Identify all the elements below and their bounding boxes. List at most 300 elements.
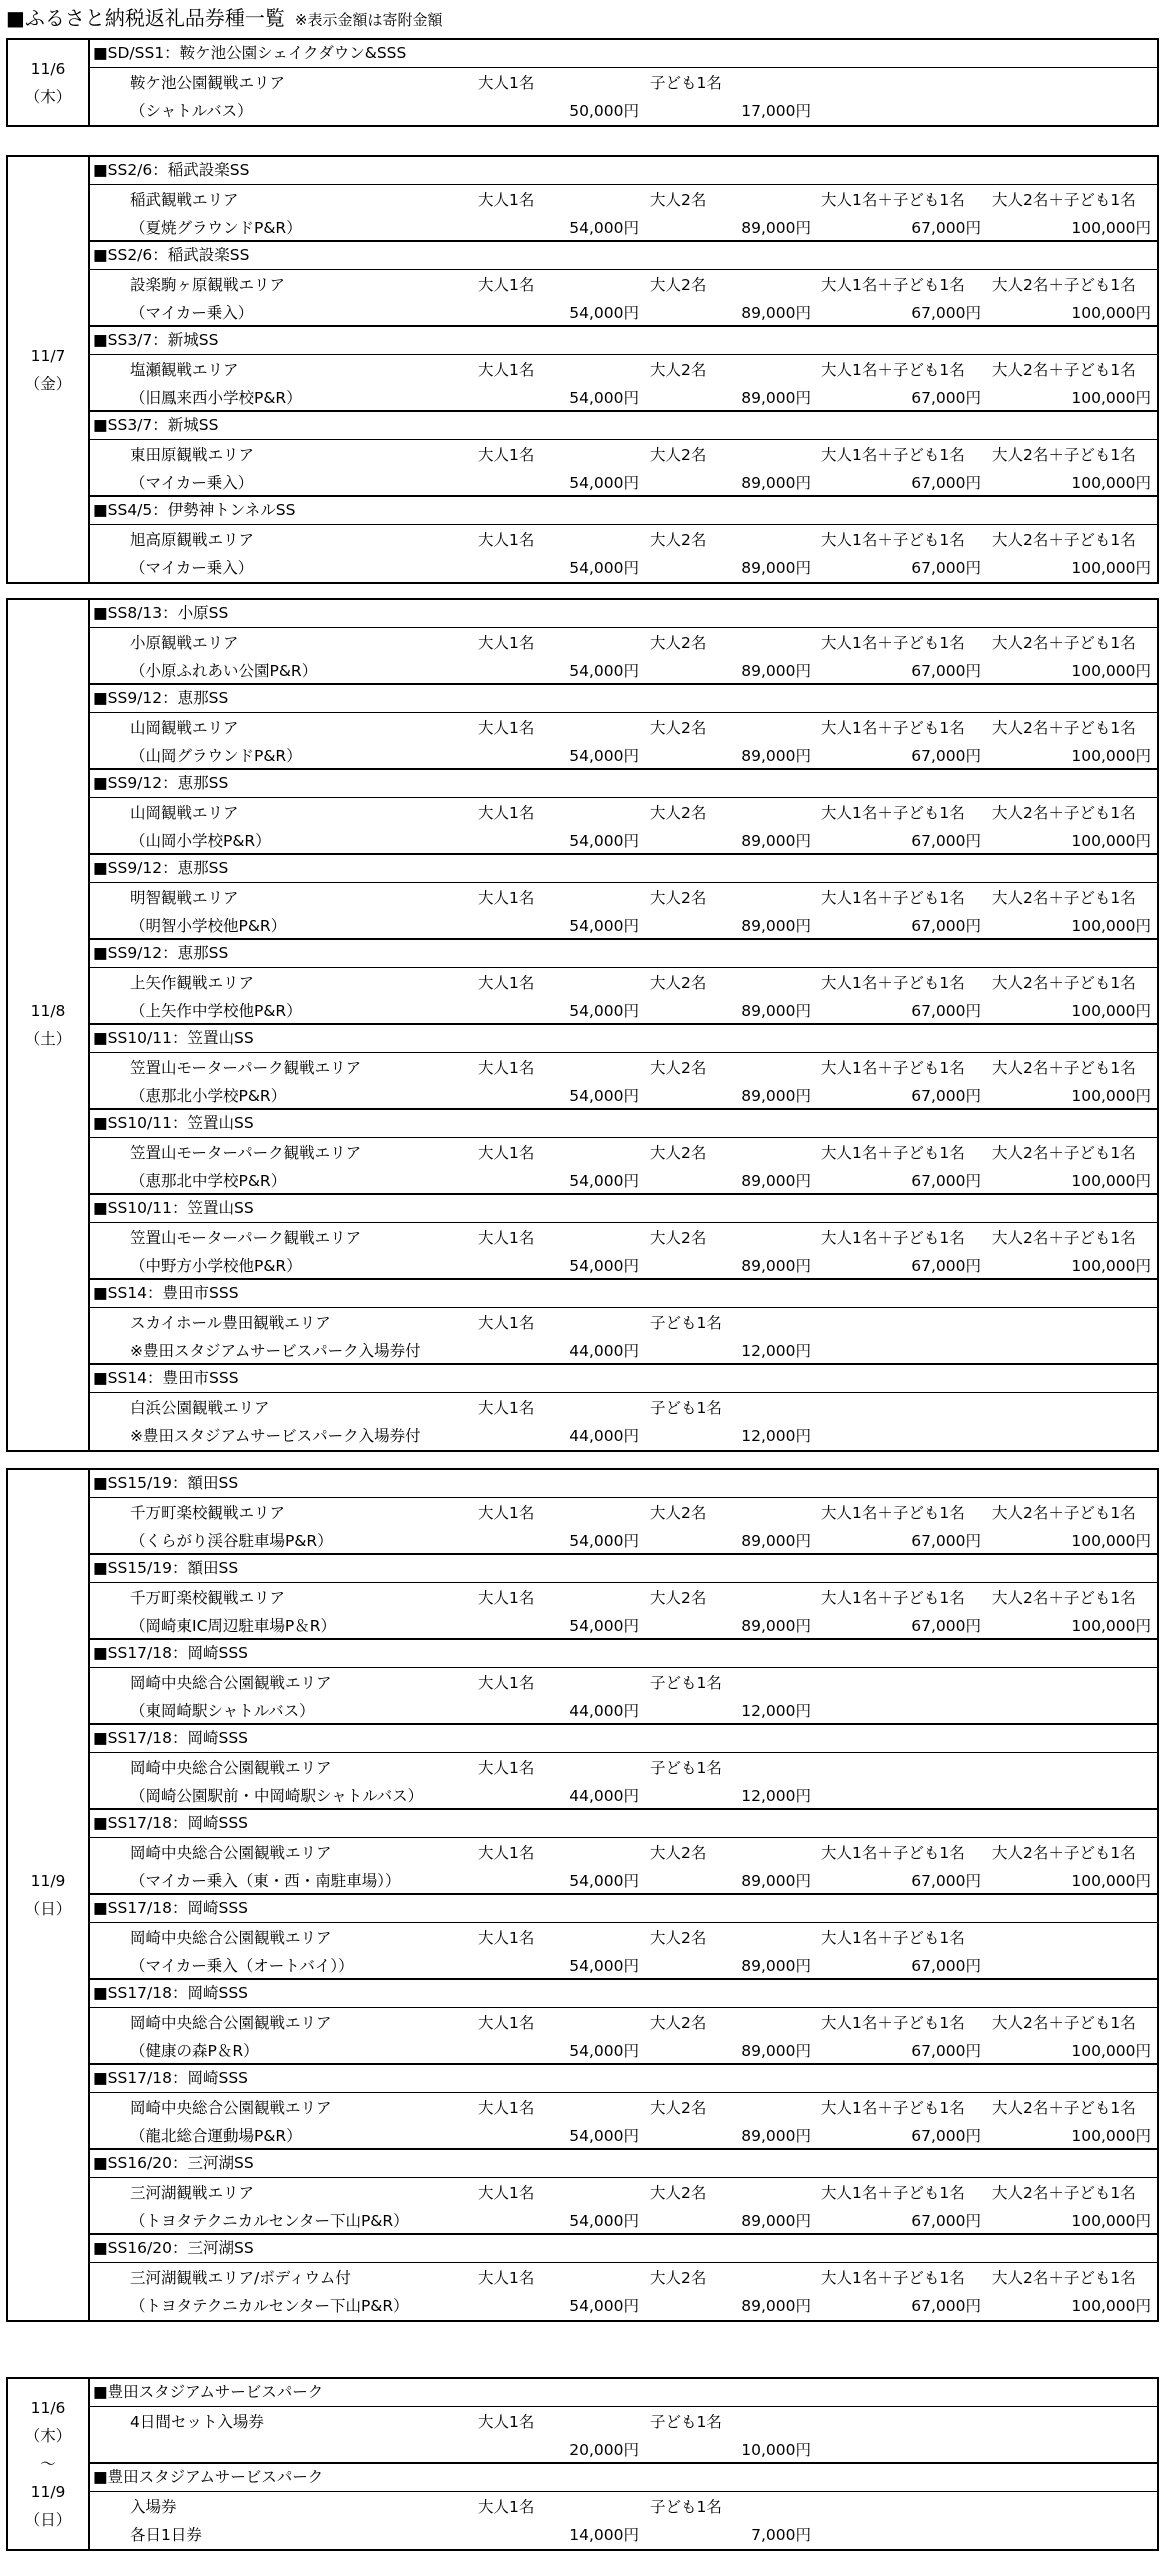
price-value: 100,000円	[1071, 1002, 1151, 1020]
access-note: （岡崎東IC周辺駐車場P＆R）	[130, 1617, 337, 1635]
viewing-area-name: 岡崎中央総合公園観戦エリア	[130, 2014, 332, 2032]
viewing-area-name: 千万町楽校観戦エリア	[130, 1589, 286, 1607]
price-label: 大人1名＋子ども1名	[821, 446, 965, 464]
access-note: 各日1日券	[130, 2526, 202, 2544]
access-note: （マイカー乗入）	[130, 559, 254, 577]
price-label: 大人2名	[650, 1144, 707, 1162]
price-label: 大人1名＋子ども1名	[821, 1059, 965, 1077]
date-label: 11/6	[30, 2399, 66, 2417]
access-note: （マイカー乗入）	[130, 474, 254, 492]
price-value: 89,000円	[741, 747, 811, 765]
viewing-area-name: 笠置山モーターパーク観戦エリア	[130, 1229, 362, 1247]
price-label: 大人1名＋子ども1名	[821, 1929, 965, 1947]
price-label: 子ども1名	[650, 1314, 722, 1332]
price-label: 大人1名	[478, 531, 535, 549]
ticket-entry	[90, 2464, 1157, 2549]
price-label: 大人2名＋子ども1名	[992, 1844, 1136, 1862]
price-label: 大人2名＋子ども1名	[992, 191, 1136, 209]
price-label: 大人1名	[478, 2269, 535, 2287]
price-value: 7,000円	[751, 2526, 811, 2544]
price-label: 大人2名＋子ども1名	[992, 634, 1136, 652]
price-value: 89,000円	[741, 389, 811, 407]
viewing-area-name: 笠置山モーターパーク観戦エリア	[130, 1144, 362, 1162]
price-label: 大人1名＋子ども1名	[821, 889, 965, 907]
weekday-label: （日）	[24, 1900, 72, 1918]
price-value: 54,000円	[569, 1087, 639, 1105]
entry-list	[90, 40, 1157, 125]
entry-list	[90, 157, 1157, 582]
stage-header: ■SS2/6：稲武設楽SS	[90, 242, 1157, 270]
price-value: 44,000円	[569, 1787, 639, 1805]
price-label: 大人1名＋子ども1名	[821, 1144, 965, 1162]
price-label: 大人2名	[650, 1589, 707, 1607]
price-label: 大人1名	[478, 2014, 535, 2032]
price-label: 大人1名	[478, 1314, 535, 1332]
ticket-entry	[90, 2379, 1157, 2464]
ticket-entry	[90, 1980, 1157, 2065]
price-label: 大人1名	[478, 1759, 535, 1777]
price-label: 大人2名＋子ども1名	[992, 361, 1136, 379]
price-label: 大人2名	[650, 2014, 707, 2032]
price-value: 100,000円	[1071, 559, 1151, 577]
stage-header: ■SS16/20：三河湖SS	[90, 2150, 1157, 2178]
price-value: 20,000円	[569, 2441, 639, 2459]
price-label: 大人1名	[478, 889, 535, 907]
price-label: 子ども1名	[650, 2413, 722, 2431]
access-note: （上矢作中学校他P&R）	[130, 1002, 302, 1020]
price-value: 100,000円	[1071, 2127, 1151, 2145]
price-label: 大人2名	[650, 276, 707, 294]
ticket-entry	[90, 600, 1157, 685]
price-label: 大人1名	[478, 974, 535, 992]
stage-header: ■SS9/12：恵那SS	[90, 770, 1157, 798]
date-range-separator: ～	[40, 2455, 56, 2473]
price-label: 大人1名	[478, 74, 535, 92]
price-value: 67,000円	[911, 2127, 981, 2145]
ticket-entry	[90, 1365, 1157, 1450]
price-value: 67,000円	[911, 2042, 981, 2060]
stage-header: ■SS9/12：恵那SS	[90, 855, 1157, 883]
price-value: 12,000円	[741, 1342, 811, 1360]
price-label: 子ども1名	[650, 1759, 722, 1777]
price-value: 89,000円	[741, 2297, 811, 2315]
price-value: 100,000円	[1071, 662, 1151, 680]
ticket-entry	[90, 412, 1157, 497]
price-value: 100,000円	[1071, 2297, 1151, 2315]
price-value: 54,000円	[569, 389, 639, 407]
stage-header: ■SS10/11：笠置山SS	[90, 1195, 1157, 1223]
ticket-entry	[90, 940, 1157, 1025]
price-value: 100,000円	[1071, 219, 1151, 237]
access-note: ※豊田スタジアムサービスパーク入場券付	[130, 1342, 421, 1360]
ticket-entry	[90, 1810, 1157, 1895]
price-value: 67,000円	[911, 1087, 981, 1105]
viewing-area-name: 山岡観戦エリア	[130, 719, 239, 737]
entry-list	[90, 600, 1157, 1450]
price-value: 67,000円	[911, 747, 981, 765]
stage-header: ■豊田スタジアムサービスパーク	[90, 2379, 1157, 2407]
ticket-entry	[90, 2065, 1157, 2150]
price-value: 67,000円	[911, 1872, 981, 1890]
price-value: 67,000円	[911, 1617, 981, 1635]
price-label: 大人1名	[478, 2099, 535, 2117]
price-label: 大人2名＋子ども1名	[992, 276, 1136, 294]
stage-header: ■豊田スタジアムサービスパーク	[90, 2464, 1157, 2492]
access-note: （岡崎公園駅前・中岡崎駅シャトルバス）	[130, 1787, 424, 1805]
price-value: 89,000円	[741, 2212, 811, 2230]
price-label: 大人2名	[650, 2184, 707, 2202]
stage-header: ■SS16/20：三河湖SS	[90, 2235, 1157, 2263]
access-note: （旧鳳来西小学校P&R）	[130, 389, 302, 407]
price-value: 89,000円	[741, 1257, 811, 1275]
price-value: 100,000円	[1071, 1257, 1151, 1275]
ticket-entry	[90, 1895, 1157, 1980]
price-value: 54,000円	[569, 2297, 639, 2315]
access-note: （トヨタテクニカルセンター下山P&R）	[130, 2297, 409, 2315]
day-block	[6, 38, 1159, 127]
ticket-entry	[90, 40, 1157, 125]
price-label: 大人1名	[478, 2413, 535, 2431]
stage-header: ■SS3/7：新城SS	[90, 327, 1157, 355]
date-cell	[8, 157, 90, 582]
price-value: 44,000円	[569, 1342, 639, 1360]
ticket-entry	[90, 2150, 1157, 2235]
price-value: 54,000円	[569, 1172, 639, 1190]
weekday-label: （土）	[24, 1030, 72, 1048]
price-value: 17,000円	[741, 102, 811, 120]
price-value: 89,000円	[741, 1172, 811, 1190]
price-label: 大人2名＋子ども1名	[992, 531, 1136, 549]
stage-header: ■SS9/12：恵那SS	[90, 940, 1157, 968]
price-value: 67,000円	[911, 2297, 981, 2315]
access-note: （健康の森P＆R）	[130, 2042, 259, 2060]
page-note: ※表示金額は寄附金額	[294, 11, 443, 29]
date-cell	[8, 600, 90, 1450]
price-label: 大人1名	[478, 2498, 535, 2516]
price-value: 100,000円	[1071, 1617, 1151, 1635]
price-label: 大人1名＋子ども1名	[821, 361, 965, 379]
stage-header: ■SS9/12：恵那SS	[90, 685, 1157, 713]
price-label: 大人1名	[478, 1929, 535, 1947]
viewing-area-name: 東田原観戦エリア	[130, 446, 255, 464]
price-label: 大人1名	[478, 1399, 535, 1417]
date-label: 11/7	[30, 346, 66, 365]
price-label: 大人1名	[478, 1589, 535, 1607]
price-label: 子ども1名	[650, 1674, 722, 1692]
price-label: 大人1名＋子ども1名	[821, 719, 965, 737]
stage-header: ■SS10/11：笠置山SS	[90, 1025, 1157, 1053]
price-value: 100,000円	[1071, 474, 1151, 492]
price-label: 大人1名＋子ども1名	[821, 191, 965, 209]
stage-header: ■SS14：豊田市SSS	[90, 1280, 1157, 1308]
price-value: 89,000円	[741, 474, 811, 492]
weekday-label: （日）	[24, 2511, 72, 2529]
price-label: 大人2名＋子ども1名	[992, 1059, 1136, 1077]
page-title: ■ふるさと納税返礼品券種一覧	[6, 6, 285, 30]
price-label: 大人2名＋子ども1名	[992, 1144, 1136, 1162]
price-value: 89,000円	[741, 2042, 811, 2060]
price-value: 67,000円	[911, 1002, 981, 1020]
access-note: （明智小学校他P&R）	[130, 917, 287, 935]
stage-header: ■SS10/11：笠置山SS	[90, 1110, 1157, 1138]
ticket-entry	[90, 855, 1157, 940]
stage-header: ■SS17/18：岡崎SSS	[90, 2065, 1157, 2093]
price-label: 大人1名＋子ども1名	[821, 974, 965, 992]
price-label: 大人1名	[478, 361, 535, 379]
price-label: 大人1名＋子ども1名	[821, 2014, 965, 2032]
viewing-area-name: 岡崎中央総合公園観戦エリア	[130, 1759, 332, 1777]
stage-header: ■SS17/18：岡崎SSS	[90, 1810, 1157, 1838]
price-label: 大人2名	[650, 634, 707, 652]
price-value: 89,000円	[741, 219, 811, 237]
price-value: 67,000円	[911, 474, 981, 492]
price-value: 67,000円	[911, 389, 981, 407]
price-value: 67,000円	[911, 219, 981, 237]
price-label: 大人2名＋子ども1名	[992, 1229, 1136, 1247]
entry-list	[90, 1470, 1157, 2320]
ticket-entry	[90, 770, 1157, 855]
price-value: 89,000円	[741, 1087, 811, 1105]
price-label: 大人2名＋子ども1名	[992, 1589, 1136, 1607]
stage-header: ■SS14：豊田市SSS	[90, 1365, 1157, 1393]
viewing-area-name: 塩瀬観戦エリア	[130, 361, 239, 379]
price-value: 100,000円	[1071, 1872, 1151, 1890]
price-label: 大人1名	[478, 1229, 535, 1247]
access-note: （恵那北中学校P&R）	[130, 1172, 287, 1190]
price-label: 大人1名＋子ども1名	[821, 804, 965, 822]
price-label: 大人1名	[478, 1059, 535, 1077]
price-value: 12,000円	[741, 1427, 811, 1445]
price-label: 大人1名	[478, 1504, 535, 1522]
viewing-area-name: 岡崎中央総合公園観戦エリア	[130, 1674, 332, 1692]
price-value: 89,000円	[741, 1532, 811, 1550]
price-value: 89,000円	[741, 2127, 811, 2145]
date-label: 11/8	[30, 1002, 66, 1020]
viewing-area-name: 岡崎中央総合公園観戦エリア	[130, 1844, 332, 1862]
viewing-area-name: 白浜公園観戦エリア	[130, 1399, 270, 1417]
price-label: 大人1名＋子ども1名	[821, 1589, 965, 1607]
viewing-area-name: スカイホール豊田観戦エリア	[130, 1314, 331, 1332]
ticket-entry	[90, 1025, 1157, 1110]
price-value: 67,000円	[911, 1532, 981, 1550]
date-cell	[8, 2379, 90, 2549]
price-label: 大人1名	[478, 1674, 535, 1692]
price-label: 大人1名＋子ども1名	[821, 2184, 965, 2202]
price-value: 54,000円	[569, 304, 639, 322]
price-value: 14,000円	[569, 2526, 639, 2544]
price-value: 54,000円	[569, 917, 639, 935]
price-value: 100,000円	[1071, 832, 1151, 850]
price-value: 89,000円	[741, 559, 811, 577]
ticket-entry	[90, 242, 1157, 327]
ticket-entry	[90, 2235, 1157, 2320]
date-cell	[8, 1470, 90, 2320]
price-value: 100,000円	[1071, 2212, 1151, 2230]
price-value: 67,000円	[911, 662, 981, 680]
price-label: 大人2名	[650, 446, 707, 464]
price-value: 54,000円	[569, 2042, 639, 2060]
access-note: （夏焼グラウンドP&R）	[130, 219, 302, 237]
date-cell	[8, 40, 90, 125]
ticket-entry	[90, 1555, 1157, 1640]
viewing-area-name: 笠置山モーターパーク観戦エリア	[130, 1059, 362, 1077]
viewing-area-name: 鞍ケ池公園観戦エリア	[130, 74, 286, 92]
price-value: 54,000円	[569, 1002, 639, 1020]
price-value: 67,000円	[911, 1172, 981, 1190]
access-note: （龍北総合運動場P&R）	[130, 2127, 302, 2145]
viewing-area-name: 三河湖観戦エリア/ボディウム付	[130, 2269, 351, 2287]
price-value: 100,000円	[1071, 389, 1151, 407]
ticket-entry	[90, 1110, 1157, 1195]
access-note: （中野方小学校他P&R）	[130, 1257, 302, 1275]
price-label: 大人1名＋子ども1名	[821, 634, 965, 652]
stage-header: ■SS17/18：岡崎SSS	[90, 1980, 1157, 2008]
price-label: 大人2名＋子ども1名	[992, 1504, 1136, 1522]
price-label: 大人2名＋子ども1名	[992, 804, 1136, 822]
price-label: 子ども1名	[650, 1399, 722, 1417]
access-note: （小原ふれあい公園P&R）	[130, 662, 318, 680]
access-note: （マイカー乗入（オートバイ））	[130, 1957, 354, 1975]
price-value: 89,000円	[741, 1872, 811, 1890]
price-value: 54,000円	[569, 832, 639, 850]
access-note: （東岡崎駅シャトルバス）	[130, 1702, 315, 1720]
price-label: 大人2名	[650, 191, 707, 209]
ticket-entry	[90, 157, 1157, 242]
viewing-area-name: 稲武観戦エリア	[130, 191, 239, 209]
price-value: 89,000円	[741, 1002, 811, 1020]
viewing-area-name: 上矢作観戦エリア	[130, 974, 255, 992]
price-value: 89,000円	[741, 917, 811, 935]
ticket-entry	[90, 1280, 1157, 1365]
price-label: 大人2名＋子ども1名	[992, 719, 1136, 737]
price-value: 100,000円	[1071, 1172, 1151, 1190]
price-value: 54,000円	[569, 1257, 639, 1275]
stage-header: ■SD/SS1：鞍ケ池公園シェイクダウン&SSS	[90, 40, 1157, 68]
price-label: 大人1名	[478, 634, 535, 652]
price-value: 54,000円	[569, 662, 639, 680]
price-value: 67,000円	[911, 1257, 981, 1275]
price-label: 大人1名＋子ども1名	[821, 1504, 965, 1522]
access-note: （マイカー乗入（東・西・南駐車場））	[130, 1872, 401, 1890]
viewing-area-name: 岡崎中央総合公園観戦エリア	[130, 1929, 332, 1947]
price-label: 大人2名＋子ども1名	[992, 2184, 1136, 2202]
stage-header: ■SS8/13：小原SS	[90, 600, 1157, 628]
price-value: 50,000円	[569, 102, 639, 120]
access-note: （マイカー乗入）	[130, 304, 254, 322]
price-label: 大人1名	[478, 446, 535, 464]
price-label: 大人2名	[650, 2099, 707, 2117]
price-value: 67,000円	[911, 2212, 981, 2230]
access-note: （山岡小学校P&R）	[130, 832, 271, 850]
stage-header: ■SS2/6：稲武設楽SS	[90, 157, 1157, 185]
ticket-entry	[90, 1640, 1157, 1725]
price-label: 大人2名	[650, 1929, 707, 1947]
price-value: 67,000円	[911, 304, 981, 322]
price-label: 大人2名	[650, 2269, 707, 2287]
price-label: 大人2名＋子ども1名	[992, 446, 1136, 464]
price-value: 12,000円	[741, 1787, 811, 1805]
price-label: 大人1名	[478, 1144, 535, 1162]
price-value: 54,000円	[569, 1957, 639, 1975]
price-label: 大人2名＋子ども1名	[992, 2269, 1136, 2287]
price-label: 大人2名＋子ども1名	[992, 974, 1136, 992]
weekday-label: （木）	[24, 2427, 72, 2445]
price-label: 大人2名	[650, 974, 707, 992]
stage-header: ■SS17/18：岡崎SSS	[90, 1895, 1157, 1923]
price-value: 54,000円	[569, 747, 639, 765]
access-note: （くらがり渓谷駐車場P&R）	[130, 1532, 333, 1550]
price-label: 大人2名＋子ども1名	[992, 2099, 1136, 2117]
price-label: 大人2名	[650, 889, 707, 907]
price-label: 子ども1名	[650, 2498, 722, 2516]
weekday-label: （金）	[24, 374, 72, 393]
price-value: 54,000円	[569, 219, 639, 237]
price-label: 大人1名＋子ども1名	[821, 1229, 965, 1247]
price-label: 大人1名	[478, 276, 535, 294]
price-label: 大人1名	[478, 1844, 535, 1862]
price-value: 67,000円	[911, 559, 981, 577]
price-value: 54,000円	[569, 1532, 639, 1550]
day-block	[6, 2377, 1159, 2551]
price-value: 89,000円	[741, 1617, 811, 1635]
price-label: 子ども1名	[650, 74, 722, 92]
day-block	[6, 155, 1159, 584]
price-label: 大人2名	[650, 1229, 707, 1247]
access-note: （トヨタテクニカルセンター下山P&R）	[130, 2212, 409, 2230]
ticket-entry	[90, 1725, 1157, 1810]
ticket-entry	[90, 327, 1157, 412]
price-label: 大人1名	[478, 804, 535, 822]
price-value: 10,000円	[741, 2441, 811, 2459]
price-value: 100,000円	[1071, 917, 1151, 935]
price-label: 大人2名＋子ども1名	[992, 2014, 1136, 2032]
page-header	[6, 2, 442, 30]
price-label: 大人2名	[650, 531, 707, 549]
date-label: 11/9	[30, 2483, 66, 2501]
price-label: 大人1名＋子ども1名	[821, 531, 965, 549]
price-label: 大人2名	[650, 804, 707, 822]
price-label: 大人1名＋子ども1名	[821, 2269, 965, 2287]
price-label: 大人1名＋子ども1名	[821, 276, 965, 294]
access-note: （シャトルバス）	[130, 102, 253, 120]
stage-header: ■SS17/18：岡崎SSS	[90, 1640, 1157, 1668]
price-label: 大人1名＋子ども1名	[821, 1844, 965, 1862]
price-value: 89,000円	[741, 304, 811, 322]
price-value: 100,000円	[1071, 747, 1151, 765]
price-label: 大人2名	[650, 719, 707, 737]
price-value: 100,000円	[1071, 2042, 1151, 2060]
stage-header: ■SS3/7：新城SS	[90, 412, 1157, 440]
price-value: 89,000円	[741, 662, 811, 680]
viewing-area-name: 小原観戦エリア	[130, 634, 239, 652]
price-label: 大人2名	[650, 361, 707, 379]
date-label: 11/9	[30, 1872, 66, 1890]
stage-header: ■SS17/18：岡崎SSS	[90, 1725, 1157, 1753]
price-value: 54,000円	[569, 474, 639, 492]
price-value: 89,000円	[741, 1957, 811, 1975]
viewing-area-name: 設楽駒ヶ原観戦エリア	[130, 276, 286, 294]
price-label: 大人1名	[478, 2184, 535, 2202]
viewing-area-name: 旭高原観戦エリア	[130, 531, 255, 549]
day-block	[6, 598, 1159, 1452]
stage-header: ■SS15/19：額田SS	[90, 1470, 1157, 1498]
price-value: 54,000円	[569, 2212, 639, 2230]
stage-header: ■SS4/5：伊勢神トンネルSS	[90, 497, 1157, 525]
price-value: 100,000円	[1071, 1087, 1151, 1105]
price-label: 大人2名＋子ども1名	[992, 889, 1136, 907]
price-value: 67,000円	[911, 917, 981, 935]
stage-header: ■SS15/19：額田SS	[90, 1555, 1157, 1583]
